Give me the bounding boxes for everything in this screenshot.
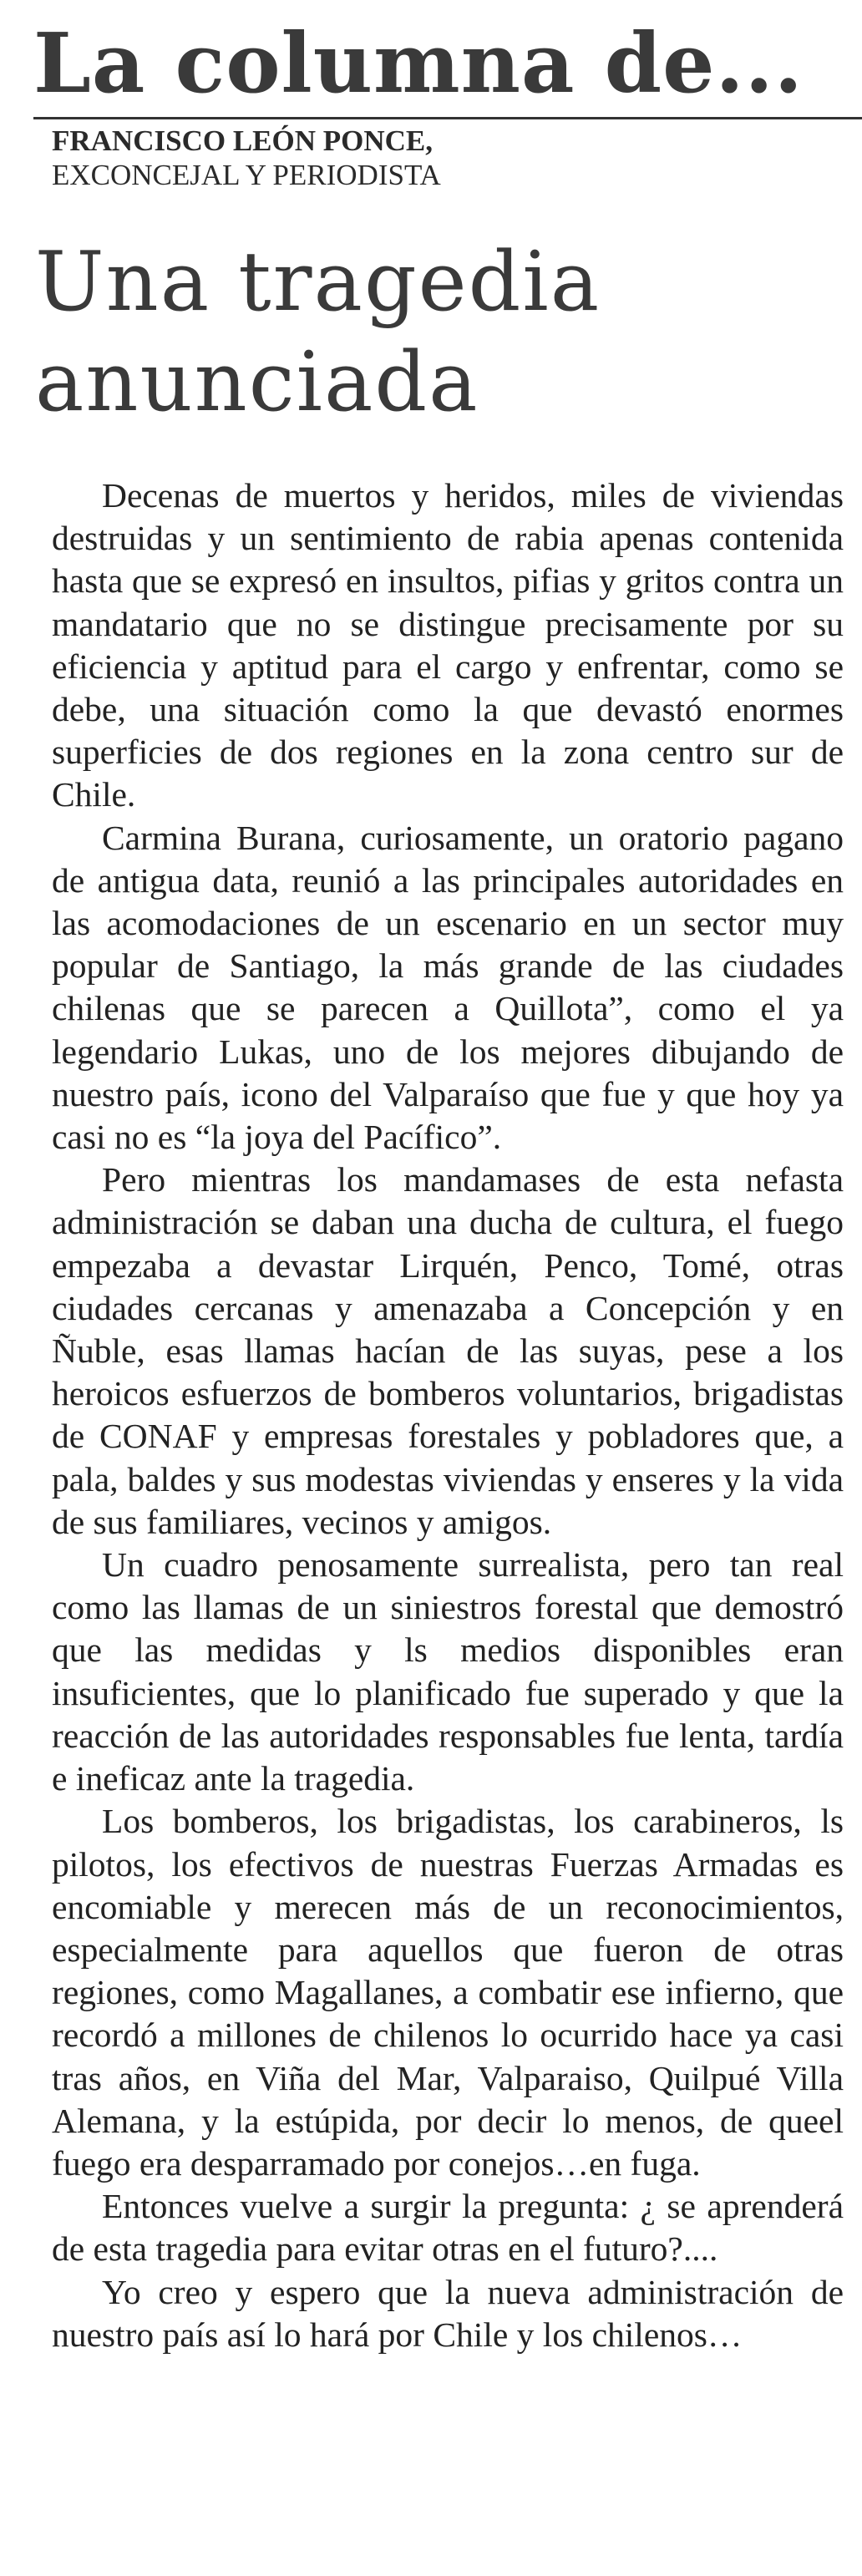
header-divider [33,117,862,119]
article-paragraph: Un cuadro penosamente surrealista, pero tan real como las llamas de un siniestros forestal que demostró que las medidas y ls medios disponibles eran insuficientes, que lo planificado fue superado y que la reacción de las autoridades responsables fue lenta, tardía e ineficaz ante la tragedia. [52,1545,844,1798]
article-headline: Una tragedia anunciada [35,235,601,430]
article-paragraph: Los bomberos, los brigadistas, los carabineros, ls pilotos, los efectivos de nuestras Fuerzas Armadas es encomiable y merecen más de un reconocimientos, especialmente para aquellos que fueron de otras regiones, como Magallanes, a combatir ese infierno, que recordó a millones de chilenos lo ocurrido hace ya casi tras años, en Viña del Mar, Valparaiso, Quilpué Villa Alemana, y la estúpida, por decir lo menos, de queel fuego era desparramado por conejos…en fuga. [52,1802,844,2183]
column-title: La columna de... [33,16,804,112]
article-paragraph: Yo creo y espero que la nueva administración de nuestro país así lo hará por Chile y los chilenos… [52,2272,844,2354]
article-paragraph: Pero mientras los mandamases de esta nefasta administración se daban una ducha de cultura, el fuego empezaba a devastar Lirquén, Penco, Tomé, otras ciudades cercanas y amenazaba a Concepción y en Ñuble, esas llamas hacían de las suyas, pese a los heroicos esfuerzos de bomberos voluntarios, brigadistas de CONAF y empresas forestales y pobladores que, a pala, baldes y sus modestas viviendas y enseres y la vida de sus familiares, vecinos y amigos. [52,1160,844,1541]
article-paragraph: Carmina Burana, curiosamente, un oratorio pagano de antigua data, reunió a las principales autoridades en las acomodaciones de un escenario en un sector muy popular de Santiago, la más grande de las ciudades chilenas que se parecen a Quillota”, como el ya legendario Lukas, uno de los mejores dibujando de nuestro país, icono del Valparaíso que fue y que hoy ya casi no es “la joya del Pacífico”. [52,818,844,1157]
author-role: EXCONCEJAL Y PERIODISTA [52,159,441,191]
article-paragraph: Entonces vuelve a surgir la pregunta: ¿ se aprenderá de esta tragedia para evitar otras en el futuro?.... [52,2187,844,2269]
article-body [52,474,844,2356]
author-name: FRANCISCO LEÓN PONCE, [52,124,434,157]
article-paragraph: Decenas de muertos y heridos, miles de viviendas destruidas y un sentimiento de rabia apenas contenida hasta que se expresó en insultos, pifias y gritos contra un mandatario que no se distingue precisamente por su eficiencia y aptitud para el cargo y enfrentar, como se debe, una situación como la que devastó enormes superficies de dos regiones en la zona centro sur de Chile. [52,476,844,814]
